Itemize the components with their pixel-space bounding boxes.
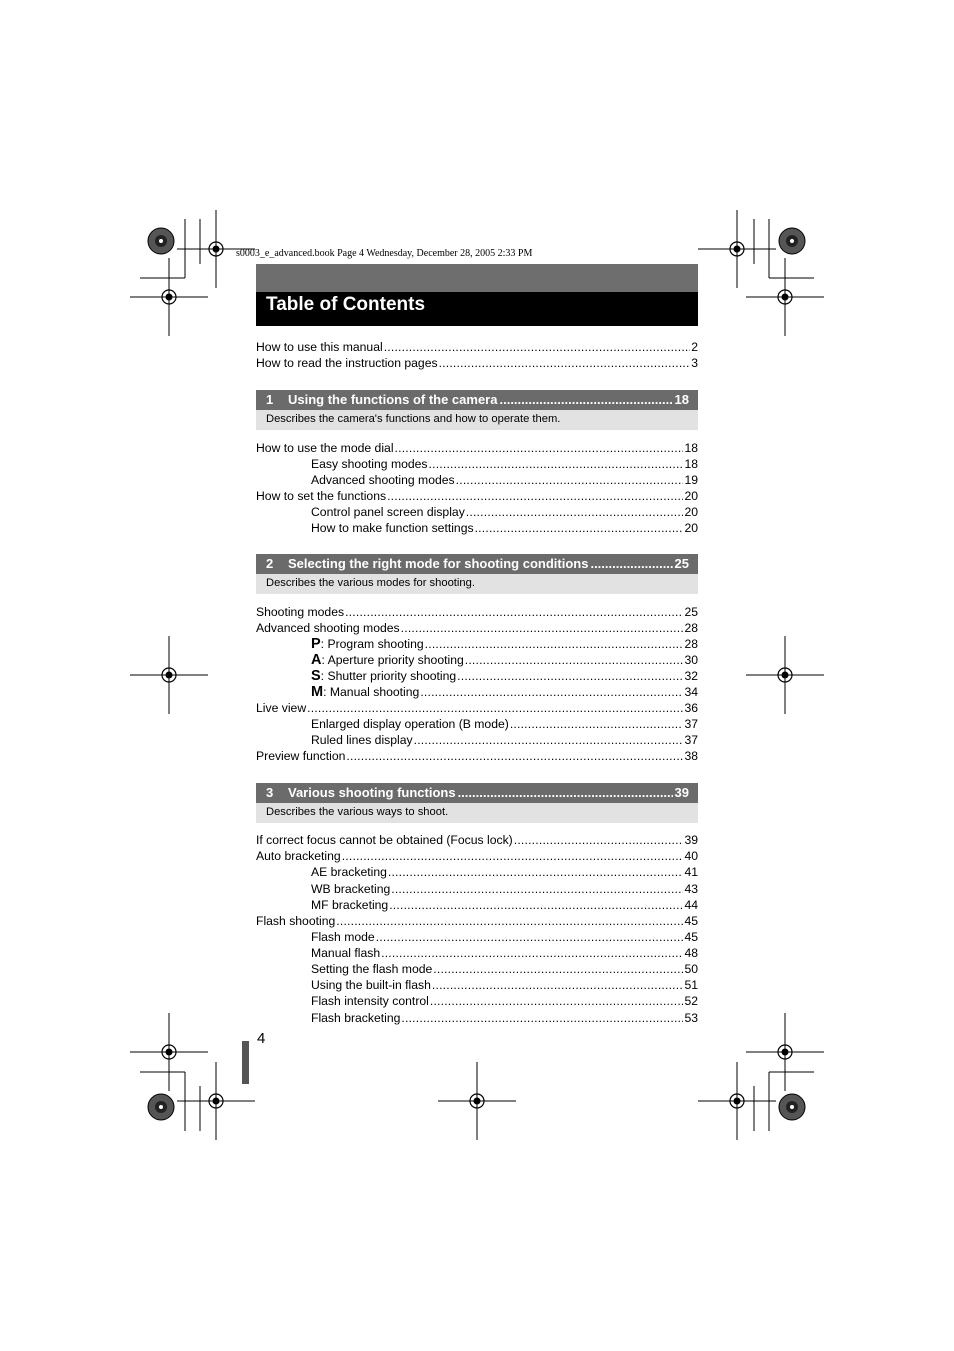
chapter-number: 1 (266, 392, 274, 407)
dot-leader (499, 390, 672, 410)
dot-leader (458, 783, 673, 803)
chapter-heading-1[interactable] (256, 390, 698, 410)
toc-entry-label: Live view (256, 701, 307, 715)
chapter-description: Describes the various modes for shooting. (256, 574, 698, 594)
toc-entry-page: 39 (684, 833, 698, 847)
dot-leader (387, 488, 683, 504)
page-title: Table of Contents (256, 292, 698, 326)
dot-leader (420, 684, 683, 700)
dot-leader (391, 881, 683, 897)
toc-subentry[interactable] (311, 520, 698, 536)
toc-entry-page: 52 (684, 994, 698, 1008)
dot-leader (465, 652, 684, 668)
toc-entry-page: 28 (684, 621, 698, 635)
mode-a-icon: A (311, 652, 322, 668)
chapter-heading-2[interactable] (256, 554, 698, 574)
chapter-page: 18 (674, 392, 689, 407)
mode-p-icon: P (311, 636, 321, 652)
toc-entry-page: 34 (684, 685, 698, 699)
dot-leader (425, 636, 684, 652)
toc-entry-label: MF bracketing (311, 898, 389, 912)
toc-entry-label: Manual flash (311, 946, 381, 960)
toc-entry[interactable] (256, 620, 698, 636)
dot-leader (590, 554, 672, 574)
toc-entry[interactable] (256, 355, 698, 371)
chapter-page: 39 (674, 785, 689, 800)
toc-entry[interactable] (256, 700, 698, 716)
toc-entry-page: 45 (684, 930, 698, 944)
chapter-description: Describes the camera's functions and how to operate them. (256, 410, 698, 430)
toc-entry-page: 19 (684, 473, 698, 487)
dot-leader (466, 504, 684, 520)
toc-subentry[interactable] (311, 636, 698, 652)
toc-entry[interactable] (256, 339, 698, 355)
dot-leader (384, 339, 691, 355)
toc-entry[interactable] (256, 848, 698, 864)
toc-entry-label: : Program shooting (320, 637, 424, 651)
toc-entry-page: 18 (684, 457, 698, 471)
toc-subentry[interactable] (311, 961, 698, 977)
toc-entry-page: 44 (684, 898, 698, 912)
toc-entry-page: 18 (684, 441, 698, 455)
toc-entry-label: If correct focus cannot be obtained (Focus lock) (256, 833, 513, 847)
toc-entry-page: 38 (684, 749, 698, 763)
toc-entry-page: 20 (684, 505, 698, 519)
title-band-top (256, 264, 698, 292)
dot-leader (307, 700, 683, 716)
toc-entry-label: Flash mode (311, 930, 375, 944)
dot-leader (401, 620, 684, 636)
toc-entry-label: : Shutter priority shooting (320, 669, 457, 683)
toc-entry-page: 53 (684, 1011, 698, 1025)
toc-entry-page: 51 (684, 978, 698, 992)
toc-entry-label: How to read the instruction pages (256, 356, 438, 370)
mode-s-icon: S (311, 668, 321, 684)
toc-entry-label: Control panel screen display (311, 505, 465, 519)
toc-entry-page: 3 (691, 356, 698, 370)
toc-entry-label: Flash bracketing (311, 1011, 401, 1025)
chapter-description: Describes the various ways to shoot. (256, 803, 698, 823)
toc-entry-page: 28 (684, 637, 698, 651)
dot-leader (336, 913, 683, 929)
dot-leader (376, 929, 684, 945)
page-number: 4 (257, 1030, 266, 1047)
toc-subentry[interactable] (311, 504, 698, 520)
toc-subentry[interactable] (311, 929, 698, 945)
dot-leader (346, 748, 683, 764)
toc-subentry[interactable] (311, 668, 698, 684)
toc-entry-label: : Aperture priority shooting (321, 653, 464, 667)
print-header: s0003_e_advanced.book Page 4 Wednesday, December 28, 2005 2:33 PM (236, 248, 533, 259)
chapter-number: 3 (266, 785, 274, 800)
toc-entry-page: 2 (691, 340, 698, 354)
dot-leader (514, 832, 684, 848)
toc-entry-page: 20 (684, 489, 698, 503)
toc-entry-page: 32 (684, 669, 698, 683)
toc-entry-page: 20 (684, 521, 698, 535)
toc-subentry[interactable] (311, 945, 698, 961)
toc-entry-label: Enlarged display operation (B mode) (311, 717, 509, 731)
toc-subentry[interactable] (311, 652, 698, 668)
dot-leader (439, 355, 691, 371)
toc-entry-page: 37 (684, 733, 698, 747)
toc-entry[interactable] (256, 488, 698, 504)
dot-leader (456, 472, 684, 488)
toc-entry-label: : Manual shooting (323, 685, 420, 699)
toc-entry-page: 25 (684, 605, 698, 619)
toc-entry-label: AE bracketing (311, 865, 387, 879)
dot-leader (510, 716, 684, 732)
toc-subentry[interactable] (311, 864, 698, 880)
toc-entry-label: Using the built-in flash (311, 978, 431, 992)
toc-entry-label: Preview function (256, 749, 346, 763)
dot-leader (432, 977, 684, 993)
toc-entry-page: 50 (684, 962, 698, 976)
toc-subentry[interactable] (311, 456, 698, 472)
toc-entry-label: How to use this manual (256, 340, 383, 354)
toc-entry-label: How to set the functions (256, 489, 387, 503)
toc-entry[interactable] (256, 913, 698, 929)
toc-subentry[interactable] (311, 1010, 698, 1026)
dot-leader (433, 961, 683, 977)
toc-subentry[interactable] (311, 897, 698, 913)
toc-subentry[interactable] (311, 716, 698, 732)
toc-entry-page: 43 (684, 882, 698, 896)
toc-entry-label: How to make function settings (311, 521, 474, 535)
chapter-number: 2 (266, 556, 274, 571)
toc-entry-page: 48 (684, 946, 698, 960)
toc-entry-label: Shooting modes (256, 605, 345, 619)
toc-entry-label: How to use the mode dial (256, 441, 394, 455)
toc-entry-page: 37 (684, 717, 698, 731)
toc-entry-page: 45 (684, 914, 698, 928)
toc-entry[interactable] (256, 748, 698, 764)
toc-entry-page: 40 (684, 849, 698, 863)
dot-leader (401, 1010, 683, 1026)
chapter-page: 25 (674, 556, 689, 571)
toc-entry-label: Setting the flash mode (311, 962, 433, 976)
toc-entry[interactable] (256, 604, 698, 620)
chapter-title: Using the functions of the camera (288, 392, 498, 407)
toc-entry-label: Ruled lines display (311, 733, 413, 747)
toc-subentry[interactable] (311, 993, 698, 1009)
mode-m-icon: M (311, 684, 324, 700)
dot-leader (389, 897, 683, 913)
dot-leader (388, 864, 684, 880)
dot-leader (429, 456, 684, 472)
toc-entry-page: 41 (684, 865, 698, 879)
dot-leader (430, 993, 684, 1009)
thumb-tab (242, 1041, 249, 1084)
toc-entry-label: Advanced shooting modes (256, 621, 400, 635)
toc-entry-label: WB bracketing (311, 882, 391, 896)
toc-entry-label: Advanced shooting modes (311, 473, 455, 487)
toc-subentry[interactable] (311, 732, 698, 748)
toc-entry-label: Flash intensity control (311, 994, 429, 1008)
toc-subentry[interactable] (311, 881, 698, 897)
dot-leader (381, 945, 683, 961)
toc-entry-page: 30 (684, 653, 698, 667)
dot-leader (475, 520, 684, 536)
chapter-title: Selecting the right mode for shooting conditions (288, 556, 589, 571)
dot-leader (342, 848, 684, 864)
toc-entry[interactable] (256, 440, 698, 456)
toc-entry-label: Easy shooting modes (311, 457, 428, 471)
toc-subentry[interactable] (311, 472, 698, 488)
toc-entry-label: Auto bracketing (256, 849, 341, 863)
dot-leader (457, 668, 683, 684)
dot-leader (414, 732, 684, 748)
dot-leader (395, 440, 684, 456)
dot-leader (345, 604, 683, 620)
toc-entry-label: Flash shooting (256, 914, 336, 928)
toc-subentry[interactable] (311, 977, 698, 993)
toc-entry[interactable] (256, 832, 698, 848)
chapter-title: Various shooting functions (288, 785, 456, 800)
toc-subentry[interactable] (311, 684, 698, 700)
toc-entry-page: 36 (684, 701, 698, 715)
chapter-heading-3[interactable] (256, 783, 698, 803)
